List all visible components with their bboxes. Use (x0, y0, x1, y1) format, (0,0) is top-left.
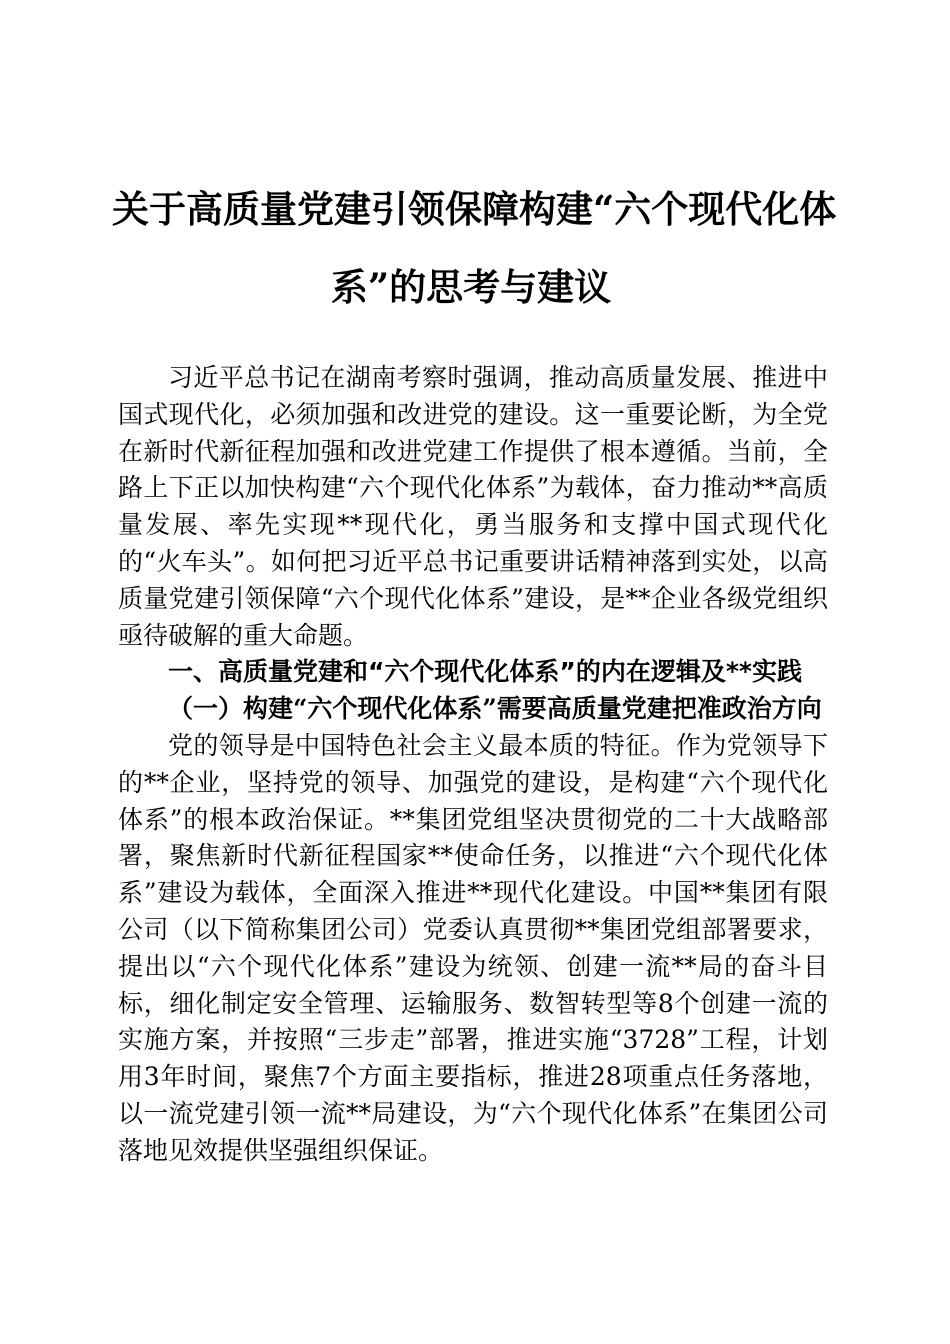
section-heading-1: 一、高质量党建和“六个现代化体系”的内在逻辑及**实践 (168, 657, 803, 687)
subsection-paragraph-1: 党的领导是中国特色社会主义最本质的特征。作为党领导下的**企业，坚持党的领导、加强党的建设，是构建“六个现代化体系”的根本政治保证。**集团党组坚决贯彻党的二十大战略部署，聚焦新时代新征程国家**使命任务，以推进“六个现代化体系”建设为载体，全面深入推进**现代化建设。中国**集团有限公司（以下简称集团公司）党委认真贯彻**集团党组部署要求，提出以“六个现代化体系”建设为统领、创建一流**局的奋斗目标，细化制定安全管理、运输服务、数智转型等8个创建一流的实施方案，并按照“三步走”部署，推进实施“3728”工程，计划用3年时间，聚焦7个方面主要指标，推进28项重点任务落地，以一流党建引领一流**局建设，为“六个现代化体系”在集团公司落地见效提供坚强组织保证。 (118, 730, 828, 1165)
document-title (112, 170, 837, 326)
subsection-heading-1: （一）构建“六个现代化体系”需要高质量党建把准政治方向 (168, 694, 822, 724)
document-title-line-1: 关于高质量党建引领保障构建“六个现代化体 (112, 187, 837, 231)
document-body (118, 360, 828, 1170)
document-title-line-2: 系”的思考与建议 (330, 265, 612, 309)
intro-paragraph: 习近平总书记在湖南考察时强调，推动高质量发展、推进中国式现代化，必须加强和改进党的建设。这一重要论断，为全党在新时代新征程加强和改进党建工作提供了根本遵循。当前，全路上下正以加快构建“六个现代化体系”为载体，奋力推动**高质量发展、率先实现**现代化，勇当服务和支撑中国式现代化的“火车头”。如何把习近平总书记重要讲话精神落到实处，以高质量党建引领保障“六个现代化体系”建设，是**企业各级党组织亟待破解的重大命题。 (118, 363, 828, 650)
